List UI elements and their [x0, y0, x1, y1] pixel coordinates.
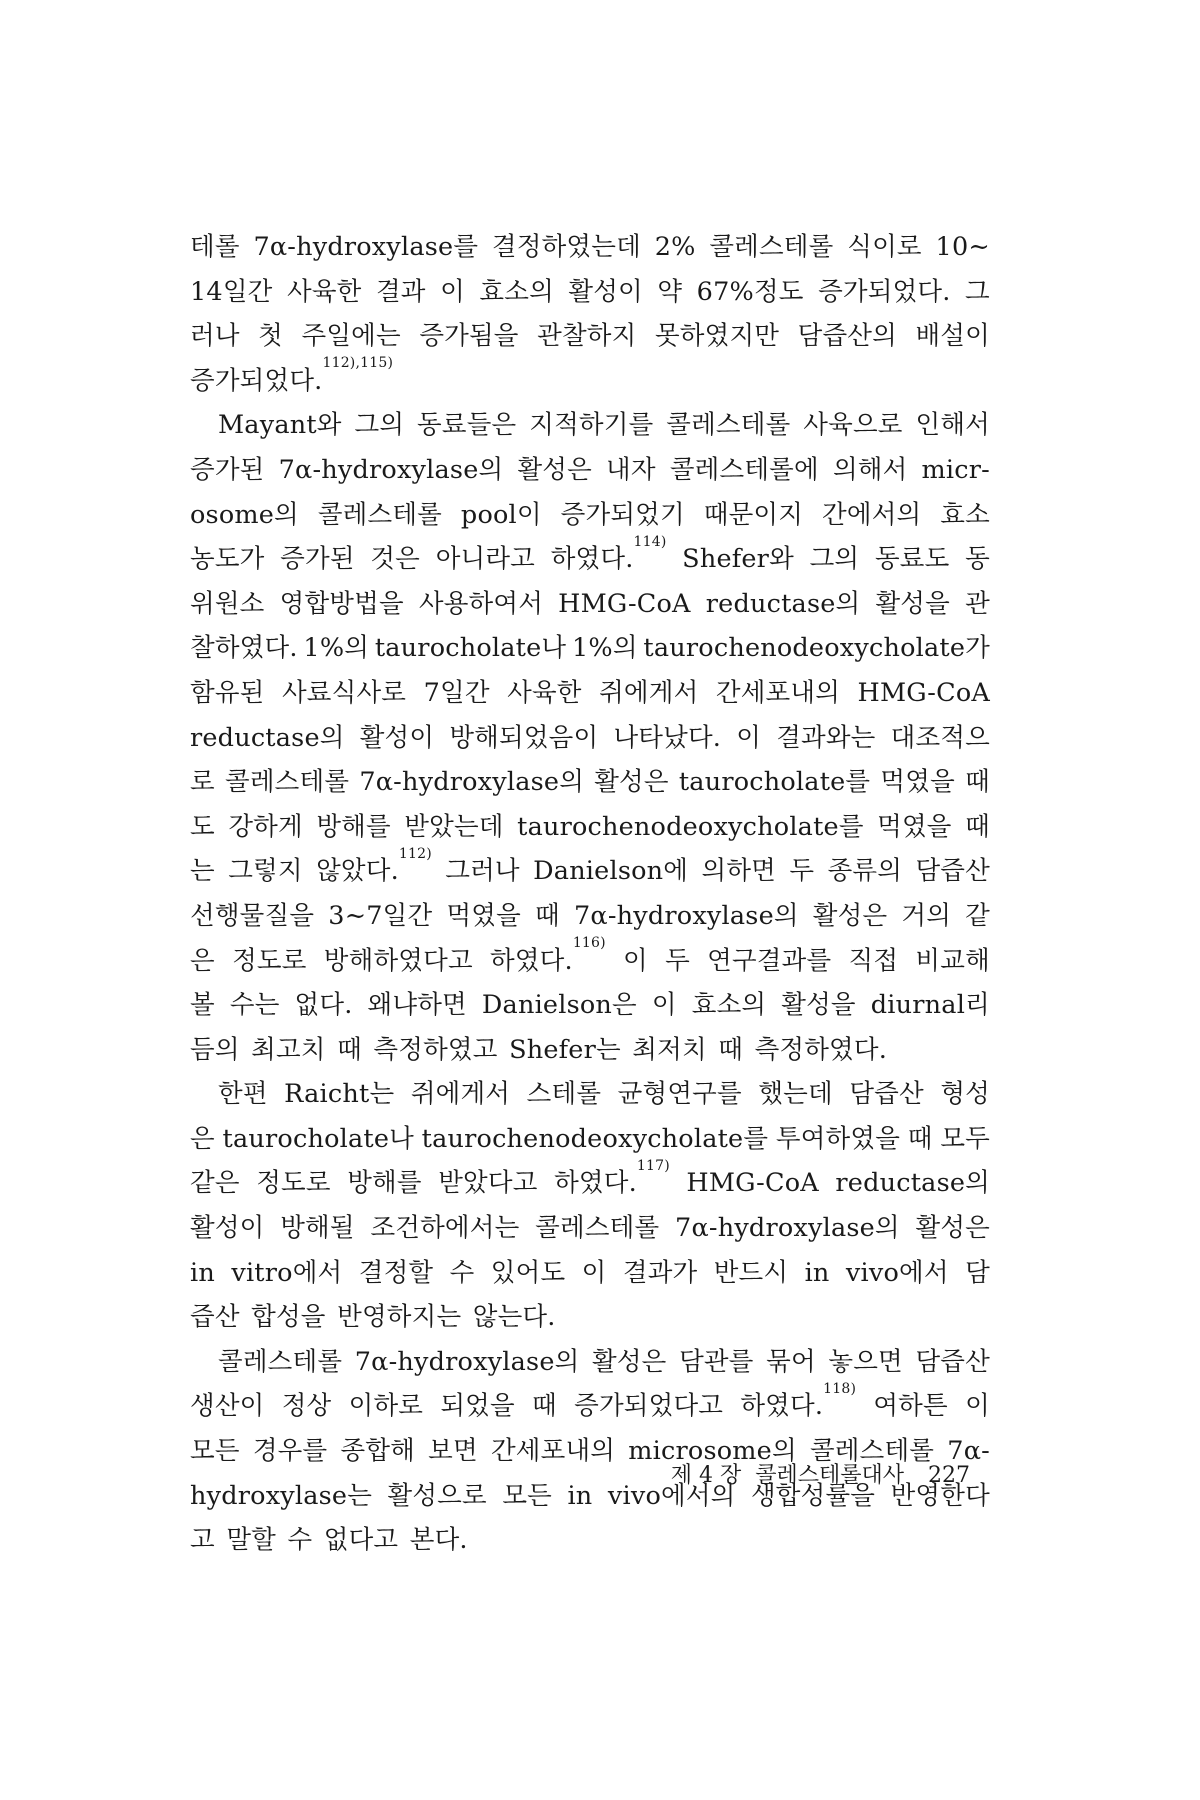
word: 결정하였는데 [491, 232, 641, 262]
word: 은 [190, 1123, 215, 1154]
word: 담 [965, 1257, 990, 1288]
word: 있어도 [490, 1257, 566, 1288]
word: 나타났다. [613, 722, 722, 753]
word: in [567, 1480, 593, 1511]
word: 최저치 [632, 1034, 707, 1065]
word: 67%정도 [696, 276, 804, 307]
word: 때 [535, 900, 560, 931]
word: 먹였을 [880, 767, 955, 798]
word: 담즙산 [849, 1079, 924, 1110]
word: 동 [965, 544, 990, 575]
word: taurochenodeoxycholate가 [643, 633, 990, 664]
word: 같은 [190, 1168, 240, 1199]
word: 증가된 [280, 544, 355, 575]
word: 동료들은 [417, 410, 517, 441]
word: 균형연구를 [617, 1079, 742, 1110]
word: 강하게 [228, 811, 303, 842]
word: 콜레스테롤 [535, 1213, 660, 1244]
word: Danielson에 [533, 856, 689, 887]
word: taurocholate를 [678, 767, 871, 798]
word: 러나 [190, 321, 240, 352]
page-footer [640, 1458, 970, 1489]
word: 활성은 [812, 900, 888, 931]
word: pool이 [460, 499, 542, 530]
word: 생합성률을 [750, 1480, 876, 1511]
text-line [190, 845, 990, 894]
word: 사육으로 [803, 410, 903, 441]
word: 이 [440, 276, 465, 307]
word: 못하였지만 [654, 321, 780, 352]
text-line [190, 1072, 990, 1117]
word: 위원소 [190, 588, 265, 619]
word: 이 [581, 1257, 607, 1288]
word: 않는다. [472, 1302, 556, 1333]
word: reductase의 [190, 722, 345, 753]
word: 거의 [901, 900, 952, 931]
word: 7일간 [423, 677, 490, 708]
word: 먹였을 [877, 811, 952, 842]
word: 때 [965, 811, 990, 842]
text-line [190, 1295, 990, 1340]
word: 방해를 [347, 1168, 422, 1199]
word: 반영한다 [890, 1480, 990, 1511]
word: 함유된 [190, 677, 265, 708]
text-line [190, 1340, 990, 1385]
word: 고 [190, 1525, 215, 1556]
word: reductase의 [705, 588, 861, 619]
word: 때 [907, 1123, 933, 1154]
text-line [190, 935, 990, 984]
text-line [190, 225, 990, 270]
word: 종류의 [827, 856, 903, 887]
word: 도 [190, 811, 215, 842]
citation-reference: 112),115) [322, 355, 394, 372]
word: 배설이 [915, 321, 990, 352]
word: 담즙산의 [797, 321, 897, 352]
word: 의해서 [832, 454, 908, 485]
word: 때 [965, 767, 990, 798]
word: 결과가 [622, 1257, 698, 1288]
word: 7α-hydroxylase의 [359, 767, 585, 798]
text-line [190, 403, 990, 448]
word: 대조적으 [890, 722, 990, 753]
word: 활성이 [190, 1213, 265, 1244]
word: 직접 [848, 945, 899, 976]
word: taurocholate나 [222, 1123, 414, 1154]
word: 그의 [809, 544, 860, 575]
word: 놓으면 [828, 1346, 903, 1377]
text-line [190, 626, 990, 671]
word: 하였다. [550, 544, 634, 575]
word: vivo에서의 [607, 1480, 736, 1511]
text-line [190, 1380, 990, 1429]
word: 본다. [409, 1525, 468, 1556]
word: 증가되었기 [560, 499, 685, 530]
word: 한편 [218, 1079, 268, 1110]
word-with-citation [490, 935, 606, 984]
word: 테롤 [190, 232, 240, 262]
word: 반영하지는 [337, 1302, 462, 1333]
word: 증가됨을 [419, 321, 519, 352]
word: 이 [651, 990, 677, 1021]
word: 연구결과를 [707, 945, 832, 976]
word: reductase의 [835, 1168, 990, 1199]
word: 은 [190, 945, 215, 976]
word: 모든 [502, 1480, 552, 1511]
word: 합성을 [251, 1302, 326, 1333]
word: 인해서 [915, 410, 990, 441]
word: 찰하였다. [190, 633, 298, 664]
word: 비교해 [915, 945, 990, 976]
word: 정상 [281, 1391, 332, 1422]
word: Shefer는 [509, 1034, 621, 1065]
word: 증가된 [190, 454, 265, 485]
word: HMG-CoA [857, 677, 990, 708]
word-with-citation [190, 355, 394, 404]
word: 콜레스테롤 [666, 410, 791, 441]
word: 증가되었다고 [574, 1391, 724, 1422]
word: 하였다. [740, 1391, 824, 1422]
word: 효소의 [691, 990, 767, 1021]
text-line [190, 493, 990, 538]
word: hydroxylase는 [190, 1480, 373, 1511]
word: 때문이지 [703, 499, 804, 530]
word: taurocholate나 [374, 633, 567, 664]
word: 왜냐하면 [367, 990, 467, 1021]
word: 보면 [428, 1436, 478, 1467]
word: taurochenodeoxycholate를 [517, 811, 864, 842]
word: 사육한 [507, 677, 582, 708]
word: 않았다. [316, 856, 399, 887]
word: diurnal리 [870, 990, 990, 1021]
word: in [190, 1257, 215, 1288]
word: 7α-hydroxylase의 [278, 454, 504, 485]
word: 사료식사로 [281, 677, 407, 708]
text-line [190, 805, 990, 850]
word: 이하로 [348, 1391, 424, 1422]
word: 1%의 [571, 633, 638, 664]
word: vivo에서 [845, 1257, 949, 1288]
word: 간에서의 [822, 499, 922, 530]
word: 정도로 [256, 1168, 331, 1199]
word: 종합해 [340, 1436, 415, 1467]
body-text [190, 225, 990, 1563]
word: 활성이 [568, 276, 643, 307]
word: 스테롤 [526, 1079, 602, 1110]
word: 아니라고 [435, 544, 536, 575]
text-line [190, 1518, 990, 1563]
word: 투여하였을 [775, 1123, 901, 1154]
word: 7α-hydroxylase의 [354, 1346, 580, 1377]
word: 되었을 [440, 1391, 515, 1422]
word: 3∼7일간 [328, 900, 433, 931]
word: 관찰하지 [537, 321, 637, 352]
text-line [190, 582, 990, 627]
chapter-label: 제 4 장 [670, 1463, 742, 1488]
word: 수 [449, 1257, 475, 1288]
text-line [190, 716, 990, 761]
citation-reference: 117) [636, 1157, 670, 1174]
word: 콜레스테롤 [225, 767, 350, 798]
word: 결과와는 [776, 722, 876, 753]
word: 것은 [370, 544, 421, 575]
word: 동료도 [874, 544, 950, 575]
word: 활성은 [915, 1213, 990, 1244]
word: HMG-CoA [686, 1168, 819, 1199]
word: 때 [532, 1391, 557, 1422]
word: 볼 [190, 990, 215, 1021]
word: 때 [718, 1034, 744, 1065]
word: 모든 [190, 1436, 240, 1467]
word: 방해하였다고 [323, 945, 473, 976]
word: 콜레스테롤 [809, 1436, 935, 1467]
text-line [190, 1157, 990, 1206]
text-line [190, 448, 990, 493]
word: 두 [665, 945, 690, 976]
word: 조건하에서는 [370, 1213, 520, 1244]
word-with-citation [554, 1157, 670, 1206]
word: 사육한 [286, 276, 362, 307]
word: 여하튼 [873, 1391, 948, 1422]
word: 방해를 [316, 811, 391, 842]
word: 선행물질을 [190, 900, 315, 931]
word: 지적하기를 [529, 410, 654, 441]
text-line [190, 1117, 990, 1162]
word: 결과 [375, 276, 426, 307]
word-with-citation [316, 845, 432, 894]
word: 증가되었다. [190, 365, 323, 396]
word: 약 [657, 276, 683, 307]
word: 간세포내의 [715, 677, 841, 708]
word: 첫 [258, 321, 283, 352]
word: 했는데 [758, 1079, 833, 1110]
word: 7α- [947, 1436, 990, 1467]
word: 의하면 [701, 856, 776, 887]
word: 말할 [226, 1525, 276, 1556]
word: 활성을 [875, 588, 950, 619]
text-line [190, 314, 990, 359]
word: 형성 [940, 1079, 990, 1110]
word: 없다고 [323, 1525, 399, 1556]
word: 활성은 [517, 454, 592, 485]
text-line [190, 1251, 990, 1296]
word: 간세포내의 [490, 1436, 616, 1467]
text-line [190, 671, 990, 716]
word: 듬의 [190, 1034, 240, 1065]
word: 로 [190, 767, 215, 798]
word-with-citation [740, 1380, 857, 1429]
word: Mayant와 [218, 410, 342, 441]
word: Danielson은 [481, 990, 637, 1021]
word: 는 [190, 856, 215, 887]
word: 관 [965, 588, 990, 619]
citation-reference: 118) [823, 1380, 857, 1397]
word: 같 [965, 900, 990, 931]
word: 최고치 [251, 1034, 326, 1065]
word: 방해되었음이 [449, 722, 599, 753]
word: 경우를 [252, 1436, 328, 1467]
word: 이 [736, 722, 762, 753]
text-line [190, 270, 990, 315]
word: 정도로 [232, 945, 307, 976]
word: 두 [789, 856, 815, 887]
word: 농도가 [190, 544, 265, 575]
word: 하였다. [490, 945, 573, 976]
text-line [190, 983, 990, 1028]
word: 영합방법을 [279, 588, 404, 619]
text-line [190, 894, 990, 939]
word: 담즙산 [915, 1346, 990, 1377]
word: 담관를 [679, 1346, 754, 1377]
word: 생산이 [190, 1391, 265, 1422]
word: 수 [287, 1525, 313, 1556]
citation-reference: 116) [572, 935, 606, 951]
word: 증가되었다. [818, 276, 951, 307]
word: 하였다. [554, 1168, 637, 1199]
word: 담즙산 [915, 856, 990, 887]
word: 쥐에게서 [599, 677, 699, 708]
word: 활성은 [592, 1346, 667, 1377]
word: 2% [654, 232, 696, 262]
word: 7α-hydroxylase를 [253, 232, 479, 262]
word: osome의 [190, 499, 299, 530]
word: 그러나 [445, 856, 520, 887]
word: 먹였을 [446, 900, 521, 931]
word: 내자 [606, 454, 656, 485]
word: 활성이 [359, 722, 435, 753]
word: 쥐에게서 [410, 1079, 511, 1110]
word: Shefer와 [682, 544, 794, 575]
word: Raicht는 [284, 1079, 395, 1110]
word: 때 [337, 1034, 362, 1065]
word: 받았다고 [438, 1168, 538, 1199]
word: 주일에는 [301, 321, 401, 352]
word: 활성을 [781, 990, 856, 1021]
word: taurochenodeoxycholate를 [421, 1123, 769, 1154]
page-number: 227 [928, 1463, 970, 1488]
word: vitro에서 [231, 1257, 343, 1288]
word: 효소 [940, 499, 990, 530]
word: 이 [623, 945, 648, 976]
word: 7α-hydroxylase의 [573, 900, 799, 931]
word: 식이로 [847, 232, 922, 262]
word: microsome의 [628, 1436, 797, 1467]
text-line [190, 1206, 990, 1251]
word: 콜레스테롤 [709, 232, 834, 262]
word: 결정할 [358, 1257, 434, 1288]
citation-reference: 114) [633, 533, 667, 550]
word: HMG-CoA [558, 588, 691, 619]
word: 수는 [229, 990, 280, 1021]
text-line [190, 533, 990, 582]
chapter-title: 콜레스테롤대사 [755, 1463, 904, 1488]
word: 활성으로 [387, 1480, 487, 1511]
word: 반드시 [713, 1257, 789, 1288]
word: 10∼ [935, 232, 990, 262]
word: 효소의 [479, 276, 554, 307]
word: 활성은 [594, 767, 669, 798]
text-line [190, 355, 990, 404]
word: 그 [965, 276, 990, 307]
word: 모두 [940, 1123, 990, 1154]
word: 사용하여서 [418, 588, 544, 619]
citation-reference: 112) [398, 845, 432, 862]
word: 없다. [294, 990, 353, 1021]
word: 7α-hydroxylase의 [675, 1213, 900, 1244]
word: 콜레스테롤 [218, 1346, 343, 1377]
word: 그렇지 [228, 856, 303, 887]
word: 방해될 [280, 1213, 355, 1244]
word: in [804, 1257, 830, 1288]
word: 그의 [354, 410, 405, 441]
word: 콜레스테롤에 [669, 454, 819, 485]
word: micr- [921, 454, 990, 485]
word: 받았는데 [404, 811, 504, 842]
word: 묶어 [766, 1346, 816, 1377]
text-line [190, 760, 990, 805]
word: 14일간 [190, 276, 273, 307]
word: 이 [965, 1391, 990, 1422]
word: 즙산 [190, 1302, 240, 1333]
word: 1%의 [303, 633, 370, 664]
word-with-citation [550, 533, 667, 582]
word: 콜레스테롤 [317, 499, 442, 530]
word: 측정하였고 [373, 1034, 498, 1065]
word: 측정하였다. [754, 1034, 888, 1065]
text-line [190, 1028, 990, 1073]
